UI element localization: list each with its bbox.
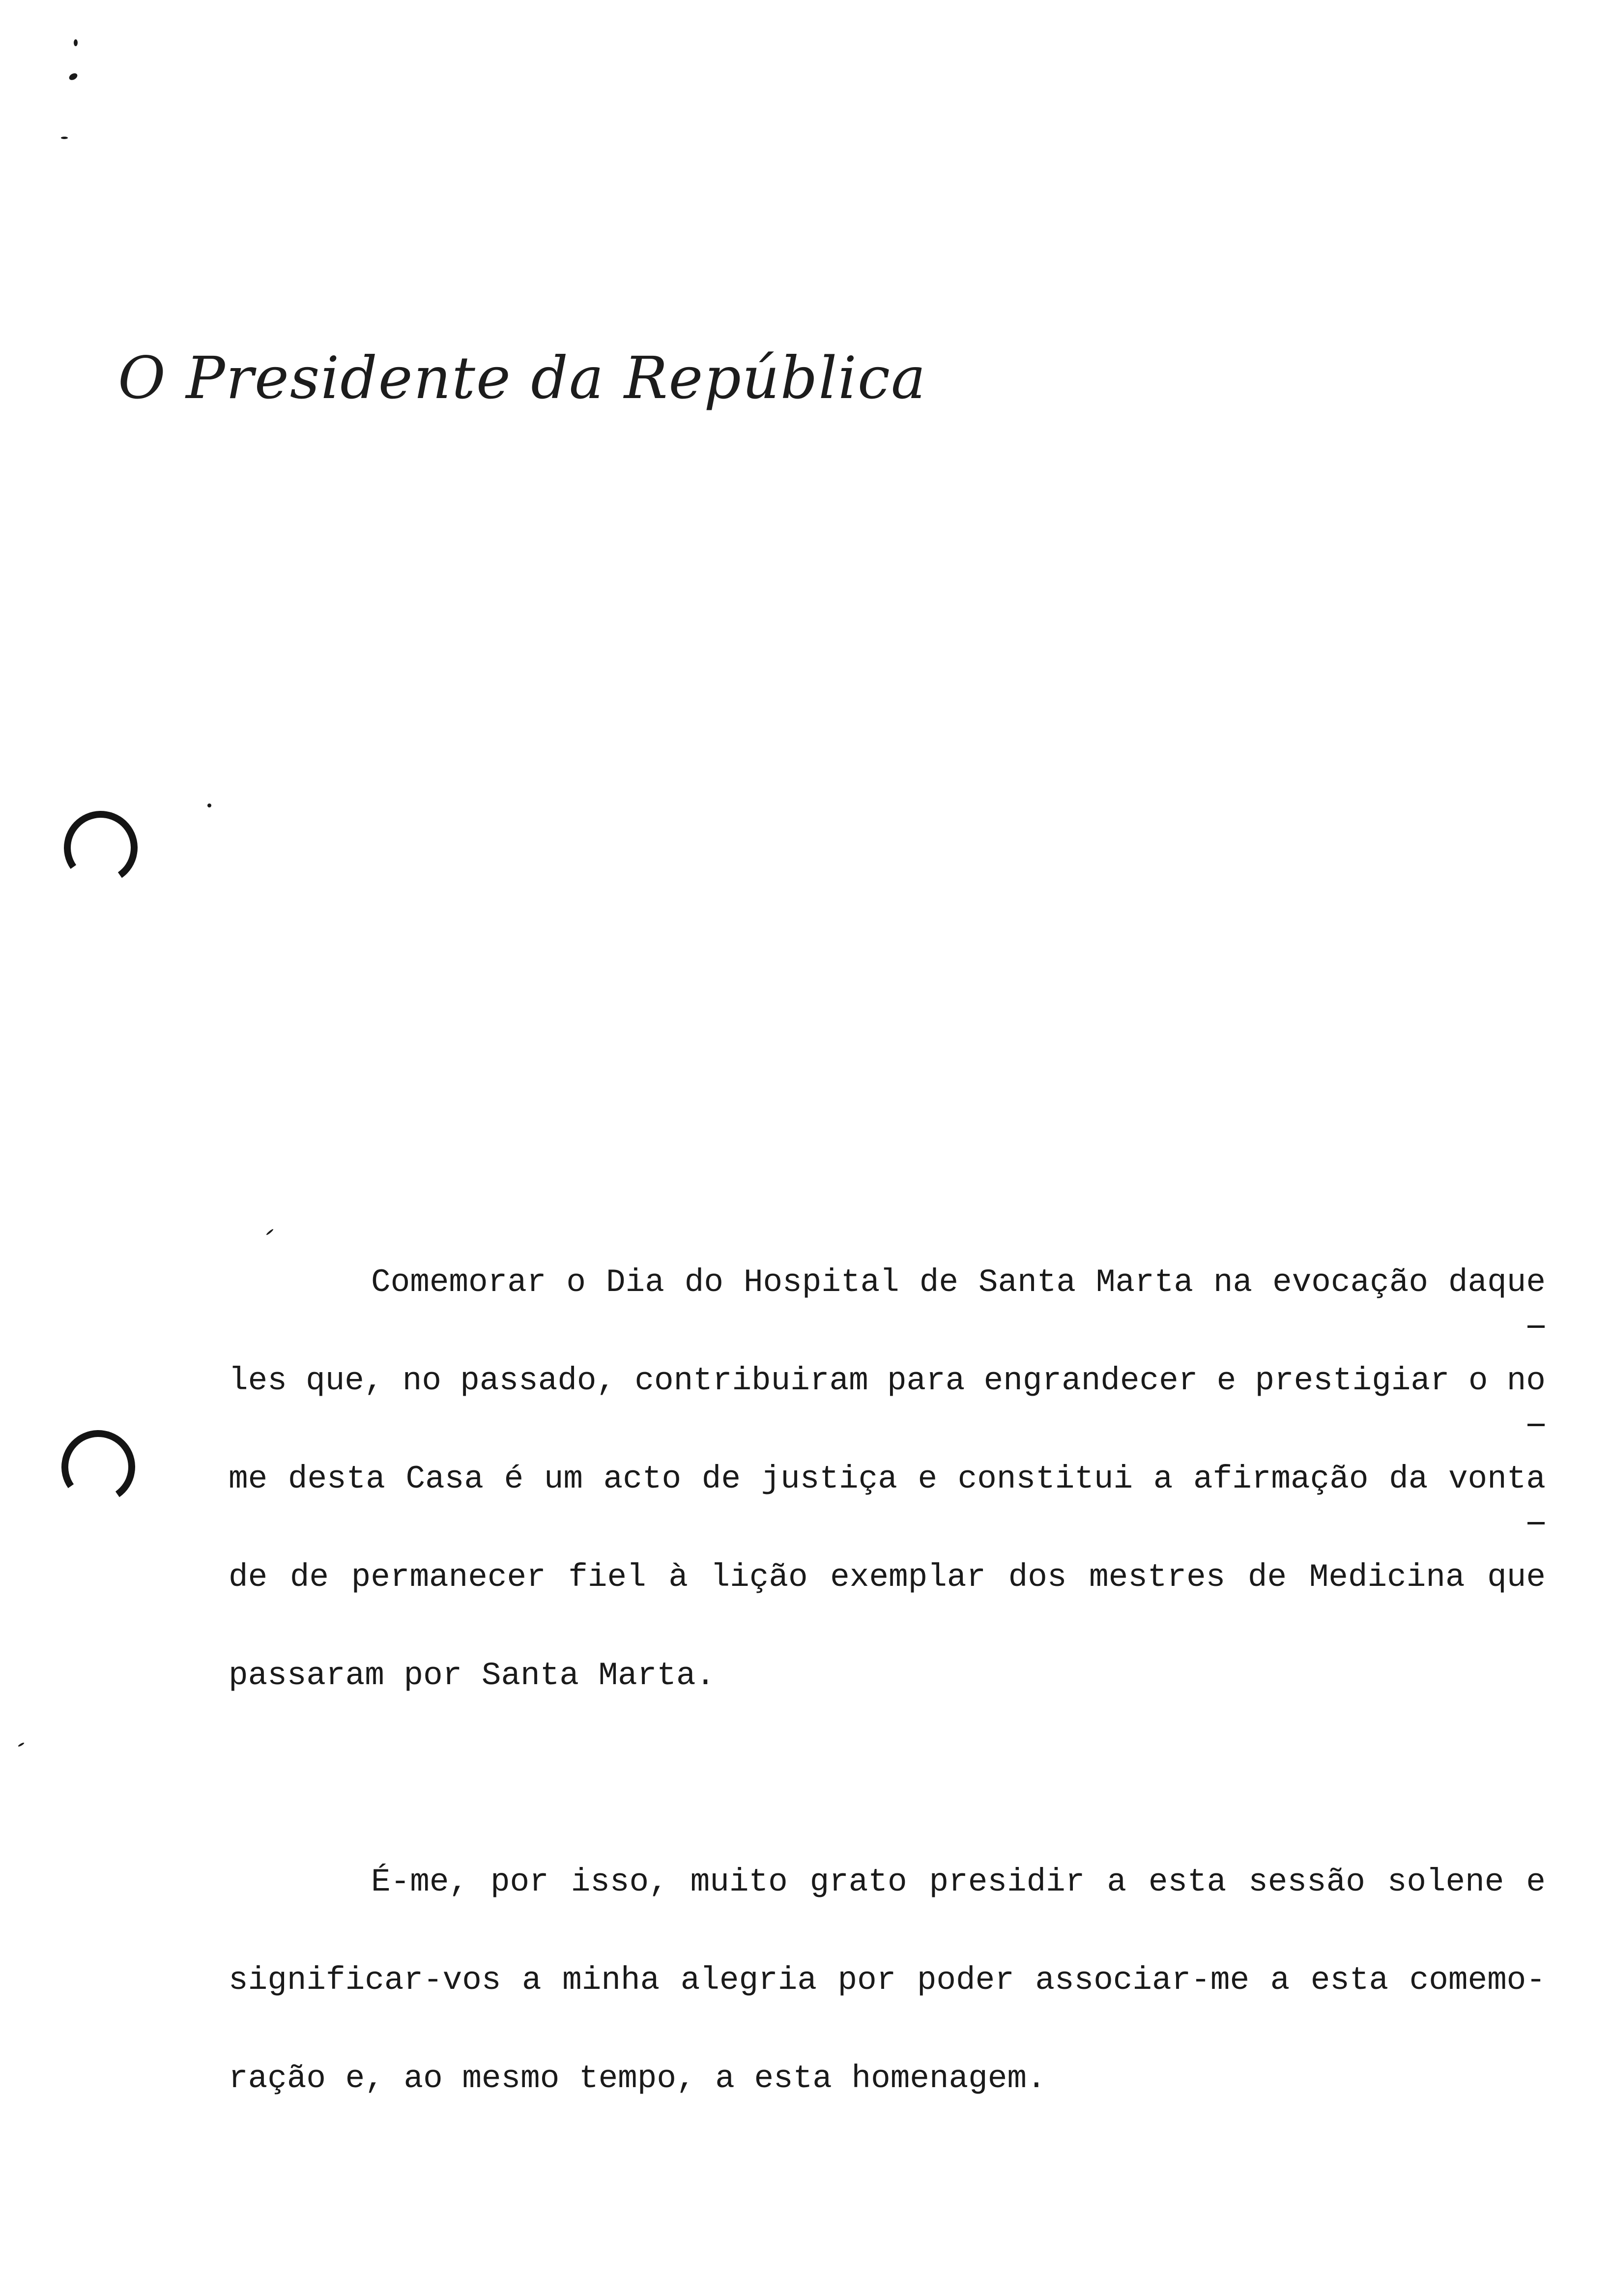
word: muito — [690, 1864, 788, 1900]
margin-mark — [18, 1742, 25, 1747]
word: e — [1526, 1864, 1546, 1900]
word: Casa — [405, 1461, 484, 1497]
word: de — [701, 1461, 741, 1497]
word: isso, — [571, 1864, 668, 1900]
word: contribuiram — [634, 1362, 868, 1399]
word: fiel — [568, 1559, 646, 1596]
word: permanecer — [351, 1559, 546, 1596]
word: na — [1213, 1264, 1253, 1301]
word: Comemorar — [371, 1264, 547, 1301]
word: Hospital — [743, 1264, 899, 1301]
margin-mark — [74, 39, 78, 46]
word: por — [490, 1864, 549, 1900]
word — [1448, 1430, 1546, 1528]
word-part: n — [1506, 1362, 1526, 1399]
word: no — [402, 1362, 442, 1399]
word: Marta — [1095, 1264, 1193, 1301]
word: justiça — [761, 1461, 897, 1497]
margin-mark — [68, 72, 79, 81]
margin-mark — [207, 804, 211, 807]
word: lição — [710, 1559, 808, 1596]
letter-body — [229, 1234, 1546, 2128]
word: por — [403, 1657, 462, 1694]
letterhead-title: O Presidente da República — [118, 344, 927, 412]
word — [1507, 1332, 1546, 1430]
word: solene — [1387, 1864, 1504, 1900]
word-part: daqu — [1448, 1264, 1526, 1301]
word-part: vont — [1448, 1461, 1526, 1497]
word: Santa — [978, 1264, 1076, 1301]
text-line — [229, 2030, 1546, 2128]
text-line — [229, 1528, 1546, 1627]
word: me — [229, 1461, 268, 1497]
word: minha — [562, 1962, 660, 1999]
word: esta — [1310, 1962, 1389, 1999]
word: mestres — [1089, 1559, 1226, 1596]
word: passaram — [229, 1657, 384, 1694]
word: a — [715, 2060, 735, 2097]
text-line — [229, 1332, 1546, 1430]
word: constitui — [957, 1461, 1133, 1497]
word: alegria — [680, 1962, 817, 1999]
word: ração — [229, 2060, 326, 2097]
punch-hole — [56, 1424, 141, 1510]
word: mesmo — [462, 2060, 560, 2097]
text-line — [229, 1931, 1546, 2030]
word: afirmação — [1193, 1461, 1369, 1497]
word: à — [668, 1559, 688, 1596]
word: exemplar — [830, 1559, 986, 1596]
word: esta — [1148, 1864, 1227, 1900]
word: les — [229, 1362, 287, 1399]
word: um — [544, 1461, 583, 1497]
word: de — [289, 1559, 329, 1596]
word: é — [504, 1461, 524, 1497]
text-line — [229, 1833, 1546, 1931]
word: e — [918, 1461, 938, 1497]
word: Medicina — [1309, 1559, 1465, 1596]
word: para — [887, 1362, 965, 1399]
margin-mark — [61, 137, 68, 139]
hyphen-mark-syllable: e — [1526, 1234, 1546, 1332]
word: evocação — [1272, 1264, 1428, 1301]
word: tempo, — [578, 2060, 696, 2097]
hyphen-mark-syllable: a — [1526, 1430, 1546, 1528]
word: de — [919, 1264, 958, 1301]
word: acto — [603, 1461, 682, 1497]
word: poder — [917, 1962, 1014, 1999]
word: que, — [306, 1362, 384, 1399]
word: presidir — [929, 1864, 1085, 1900]
word: engrandecer — [983, 1362, 1198, 1399]
word — [1448, 1234, 1546, 1332]
word: o — [566, 1264, 586, 1301]
word: a — [522, 1962, 542, 1999]
word: a — [1270, 1962, 1290, 1999]
word: homenagem. — [851, 2060, 1046, 2097]
word: a — [1153, 1461, 1173, 1497]
word: grato — [809, 1864, 907, 1900]
word: Dia — [605, 1264, 664, 1301]
hyphen-mark-syllable: o — [1526, 1332, 1546, 1430]
word: por — [837, 1962, 896, 1999]
word: desta — [288, 1461, 385, 1497]
word: de — [1247, 1559, 1287, 1596]
word: a — [1107, 1864, 1126, 1900]
word: Santa — [481, 1657, 579, 1694]
word: que — [1487, 1559, 1546, 1596]
word: da — [1389, 1461, 1428, 1497]
word: do — [684, 1264, 723, 1301]
text-line — [229, 1627, 1546, 1725]
word: o — [1468, 1362, 1488, 1399]
text-line — [229, 1430, 1546, 1528]
word: prestigiar — [1255, 1362, 1450, 1399]
word: sessão — [1248, 1864, 1365, 1900]
word: esta — [754, 2060, 832, 2097]
word: associar-me — [1035, 1962, 1250, 1999]
text-line — [229, 1234, 1546, 1332]
word: dos — [1008, 1559, 1067, 1596]
punch-hole — [58, 805, 144, 890]
word: significar-vos — [229, 1962, 501, 1999]
word: e — [1216, 1362, 1237, 1399]
word: Marta. — [598, 1657, 716, 1694]
word: passado, — [460, 1362, 616, 1399]
word: de — [229, 1559, 268, 1596]
word: É-me, — [371, 1864, 469, 1900]
paragraph-gap — [229, 1725, 1546, 1833]
word: comemo- — [1409, 1962, 1546, 1999]
word: ao — [403, 2060, 443, 2097]
word: e, — [345, 2060, 384, 2097]
